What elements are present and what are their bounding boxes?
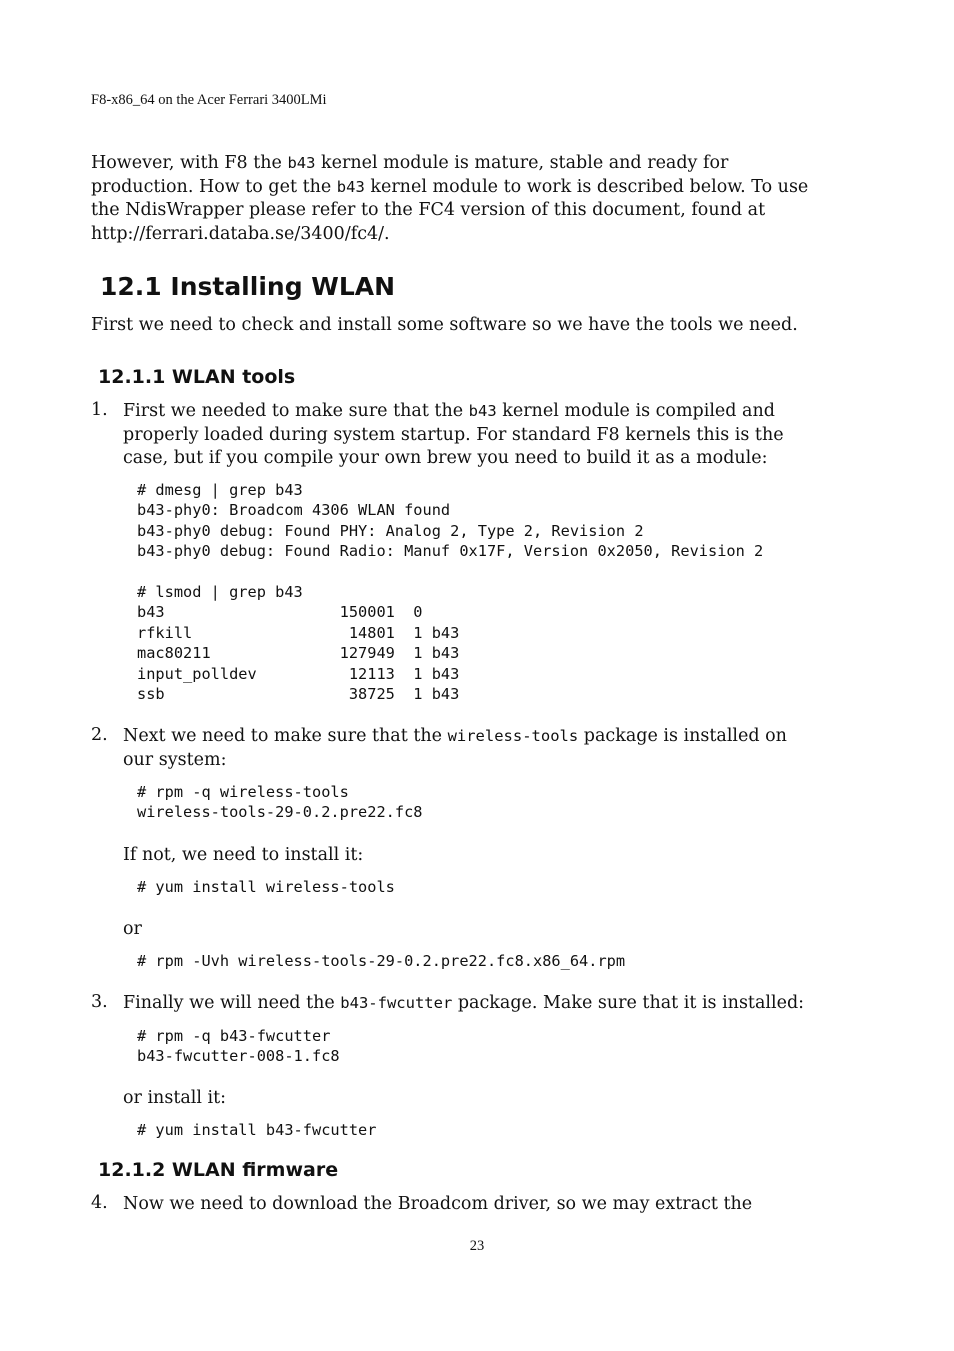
- list-number: 2.: [91, 725, 108, 745]
- inline-code: b43-fwcutter: [340, 994, 453, 1012]
- code-block: # rpm -q wireless-tools wireless-tools-29-0.2.pre22.fc8: [137, 783, 423, 822]
- code-block: # yum install b43-fwcutter: [137, 1121, 377, 1139]
- inline-code: b43: [287, 154, 316, 172]
- inline-code: b43: [468, 402, 497, 420]
- section-heading: 12.1 Installing WLAN: [100, 272, 396, 301]
- code-block: # rpm -Uvh wireless-tools-29-0.2.pre22.fc8.x86_64.rpm: [137, 952, 626, 970]
- list-text: or install it:: [123, 1088, 227, 1108]
- inline-code: wireless-tools: [447, 727, 579, 745]
- intro-paragraph: However, with F8 the b43 kernel module is mature, stable and ready for production. How to get the b43 kernel module to work is described below. To use the NdisWrapper please refer to the FC4 version of this document, found at http://ferrari.databa.se/3400/fc4/.: [91, 152, 866, 246]
- list-text: If not, we need to install it:: [123, 845, 364, 865]
- url-text: http://ferrari.databa.se/3400/fc4/.: [91, 223, 390, 244]
- code-block: # dmesg | grep b43 b43-phy0: Broadcom 4306 WLAN found b43-phy0 debug: Found PHY: Analog 2, Type 2, Revision 2 b43-phy0 debug: Found Radio: Manuf 0x17F, Version 0x2050, Revision 2 # lsmod | grep b43 b43 150001 0 rfkill 14801 1 b43 mac80211 127949 1 b43 input_polldev 12113 1 b43 ssb 38725 1 b43: [137, 481, 764, 704]
- list-item: Now we need to download the Broadcom driver, so we may extract the: [123, 1194, 753, 1214]
- list-number: 3.: [91, 992, 108, 1012]
- subsection-heading-tools: 12.1.1 WLAN tools: [98, 366, 296, 388]
- list-item: Next we need to make sure that the wireless-tools package is installed on our system:: [123, 726, 787, 770]
- list-text: or: [123, 919, 142, 939]
- subsection-heading-firmware: 12.1.2 WLAN firmware: [98, 1159, 339, 1181]
- list-item: First we needed to make sure that the b43 kernel module is compiled and properly loaded during system startup. For standard F8 kernels this is the case, but if you compile your own brew you need to build it as a module:: [123, 401, 784, 469]
- list-item: Finally we will need the b43-fwcutter package. Make sure that it is installed:: [123, 993, 805, 1013]
- running-header: F8-x86_64 on the Acer Ferrari 3400LMi: [91, 92, 327, 108]
- code-block: # yum install wireless-tools: [137, 878, 395, 896]
- code-block: # rpm -q b43-fwcutter b43-fwcutter-008-1.fc8: [137, 1027, 340, 1066]
- list-number: 4.: [91, 1193, 108, 1213]
- section-lead: First we need to check and install some software so we have the tools we need.: [91, 315, 798, 335]
- list-number: 1.: [91, 400, 108, 420]
- page-number: 23: [469, 1238, 485, 1254]
- inline-code: b43: [336, 177, 365, 196]
